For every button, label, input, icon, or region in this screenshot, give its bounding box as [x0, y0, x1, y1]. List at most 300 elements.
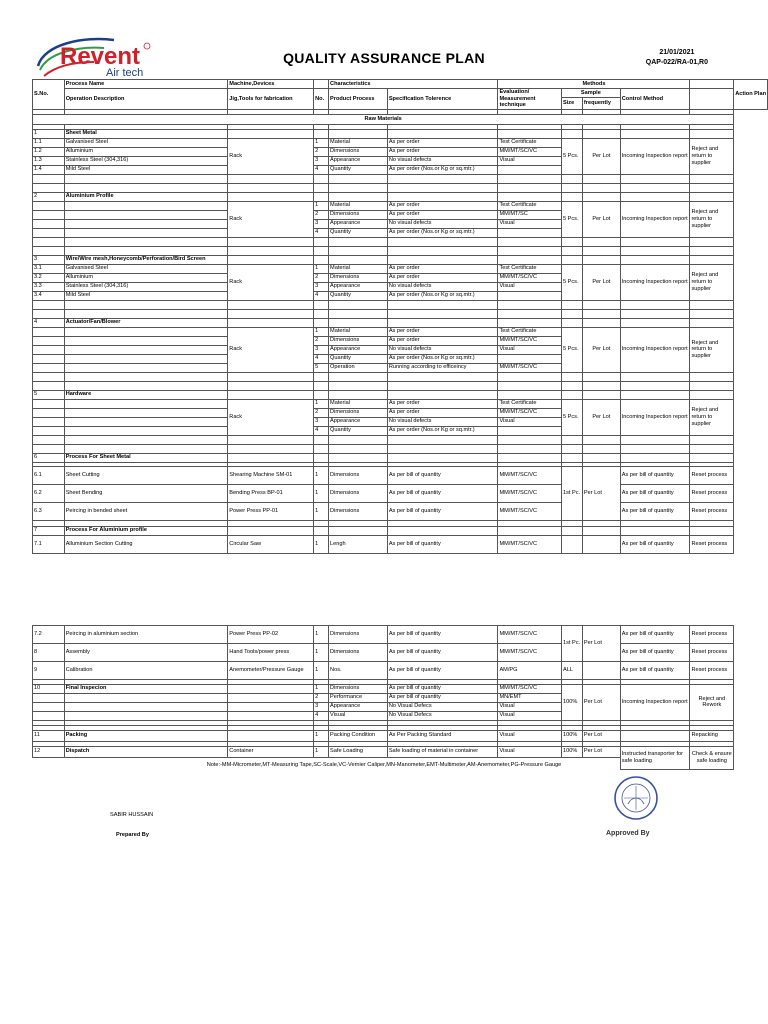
empty-cell	[228, 318, 314, 327]
table-row	[33, 643, 768, 661]
product-process-header: Product Process	[329, 89, 388, 110]
process-sno: 8	[33, 643, 65, 661]
empty-cell	[620, 129, 690, 138]
spec-value: As per bill of quantity	[387, 661, 498, 679]
spec-value: As per order (Nos.or Kg or sq.mtr.)	[387, 354, 498, 363]
empty-cell	[582, 535, 620, 553]
char-no: 1	[314, 643, 329, 661]
empty-cell	[690, 174, 734, 183]
jig-header: Jig,Tools for fabrication	[228, 89, 314, 110]
group-title: Final Inspecion	[64, 684, 228, 693]
table-row	[33, 318, 768, 327]
eval-value: Test Certificate	[498, 264, 562, 273]
empty-cell	[314, 435, 329, 444]
empty-cell	[33, 435, 65, 444]
sub-material: Alluminium	[64, 147, 228, 156]
empty-cell	[33, 417, 65, 426]
sample-frequency: Per Lot	[582, 746, 620, 757]
control-method: As per bill of quantity	[620, 484, 690, 502]
empty-cell	[329, 300, 388, 309]
eval-value	[498, 354, 562, 363]
spec-value: No Visual Defecs	[387, 702, 498, 711]
empty-cell	[561, 453, 582, 462]
empty-cell	[690, 435, 734, 444]
group-title: Actuator/Fan/Blower	[64, 318, 228, 327]
empty-cell	[314, 381, 329, 390]
group-title: Aluminium Profile	[64, 192, 228, 201]
empty-cell	[561, 300, 582, 309]
eval-value	[498, 426, 562, 435]
empty-cell	[64, 174, 228, 183]
spec-value: As per order	[387, 264, 498, 273]
table-row	[33, 183, 768, 192]
eval-value: Visual	[498, 417, 562, 426]
empty-cell	[329, 255, 388, 264]
empty-cell	[498, 390, 562, 399]
eval-value: MM/MT/SC/VC	[498, 643, 562, 661]
char-no: 3	[314, 156, 329, 165]
empty-cell	[387, 435, 498, 444]
empty-cell	[228, 444, 314, 453]
empty-cell	[228, 390, 314, 399]
empty-cell	[64, 435, 228, 444]
empty-cell	[582, 309, 620, 318]
table-row	[33, 526, 768, 535]
control-header: Control Method	[620, 89, 690, 110]
empty-cell	[498, 237, 562, 246]
machine-header: Machine,Devices	[228, 80, 314, 89]
empty-cell	[620, 444, 690, 453]
characteristics-header: Characteristics	[329, 80, 498, 89]
eval-value: MM/MT/SC/VC	[498, 336, 562, 345]
empty-cell	[690, 526, 734, 535]
sample-frequency: Per Lot	[582, 327, 620, 372]
empty-cell	[561, 390, 582, 399]
char-name: Performance	[329, 693, 388, 702]
empty-cell	[690, 192, 734, 201]
char-no: 1	[314, 502, 329, 520]
eval-value: MM/MT/SC/VC	[498, 466, 562, 484]
eval-value	[498, 228, 562, 237]
char-no: 1	[314, 327, 329, 336]
spec-value: No visual defects	[387, 156, 498, 165]
group-sno: 10	[33, 684, 65, 693]
eval-value: MM/MT/SC	[498, 210, 562, 219]
empty-cell	[64, 444, 228, 453]
char-name: Safe Loading	[329, 746, 388, 757]
empty-cell	[561, 435, 582, 444]
empty-cell	[228, 174, 314, 183]
group-title: Packing	[64, 730, 228, 741]
empty-cell	[314, 300, 329, 309]
machine-value: Hand Tools/power press	[228, 643, 314, 661]
sub-sno: 3.3	[33, 282, 65, 291]
jig-value: Rack	[228, 399, 314, 435]
group-sno: 3	[33, 255, 65, 264]
control-method: As per bill of quantity	[620, 625, 690, 643]
empty-cell	[329, 526, 388, 535]
eval-value: MM/MT/SC/VC	[498, 484, 562, 502]
spec-value: As per order	[387, 336, 498, 345]
process-sno: 6.3	[33, 502, 65, 520]
action-plan: Reset process	[690, 502, 734, 520]
eval-value: MN/EMT	[498, 693, 562, 702]
empty-cell	[33, 345, 65, 354]
empty-cell	[582, 453, 620, 462]
char-name: Operation	[329, 363, 388, 372]
sub-material: Alluminium	[64, 273, 228, 282]
empty-cell	[387, 390, 498, 399]
empty-cell	[33, 363, 65, 372]
char-name: Lengh	[329, 535, 388, 553]
empty-cell	[329, 435, 388, 444]
empty-cell	[690, 318, 734, 327]
empty-cell	[228, 453, 314, 462]
char-no: 2	[314, 336, 329, 345]
empty-cell	[690, 255, 734, 264]
char-name: Dimensions	[329, 273, 388, 282]
empty-cell	[498, 300, 562, 309]
spec-value: As per order (Nos.or Kg or sq.mtr.)	[387, 291, 498, 300]
char-name: Dimensions	[329, 408, 388, 417]
operation-desc: Alluminium Section Cutting	[64, 535, 228, 553]
eval-value: Visual	[498, 345, 562, 354]
empty-cell	[690, 183, 734, 192]
table-row	[33, 246, 768, 255]
char-name: Material	[329, 399, 388, 408]
group-title: Hardware	[64, 390, 228, 399]
empty-cell	[498, 246, 562, 255]
char-no: 1	[314, 264, 329, 273]
empty-cell	[64, 336, 228, 345]
sample-frequency: Per Lot	[582, 730, 620, 741]
empty-cell	[620, 526, 690, 535]
empty-cell	[33, 702, 65, 711]
empty-cell	[620, 435, 690, 444]
brand-sub: Air tech	[106, 67, 144, 79]
empty-cell	[64, 372, 228, 381]
eval-value: MM/MT/SC/VC	[498, 363, 562, 372]
char-no: 3	[314, 417, 329, 426]
empty-cell	[690, 381, 734, 390]
eval-value: Test Certificate	[498, 327, 562, 336]
group-sno: 7	[33, 526, 65, 535]
sub-sno: 1.4	[33, 165, 65, 174]
char-no: 2	[314, 273, 329, 282]
machine-value: Container	[228, 746, 314, 757]
eval-value: Test Certificate	[498, 138, 562, 147]
sample-size: 5 Pcs.	[561, 264, 582, 300]
char-no: 3	[314, 219, 329, 228]
char-no: 3	[314, 282, 329, 291]
empty-cell	[498, 381, 562, 390]
methods-header: Methods	[498, 80, 690, 89]
empty-cell	[561, 129, 582, 138]
char-no: 4	[314, 426, 329, 435]
empty-cell	[228, 255, 314, 264]
spec-value: No visual defects	[387, 219, 498, 228]
table-row	[33, 661, 768, 679]
control-method: As per bill of quantity	[620, 535, 690, 553]
empty-cell	[620, 192, 690, 201]
sub-material: Stainless Steel (304,316)	[64, 156, 228, 165]
size-header: Size	[561, 98, 582, 109]
empty-cell	[33, 711, 65, 720]
control-method: Incoming Inspection report	[620, 684, 690, 720]
process-sno: 7.2	[33, 625, 65, 643]
empty-cell	[329, 381, 388, 390]
control-method: As per bill of quantity	[620, 502, 690, 520]
table-row	[33, 444, 768, 453]
empty-cell	[690, 309, 734, 318]
eval-value: Visual	[498, 711, 562, 720]
company-seal	[612, 774, 660, 822]
char-no: 1	[314, 746, 329, 757]
empty-cell	[561, 535, 582, 553]
empty-cell	[228, 309, 314, 318]
table-row	[33, 129, 768, 138]
sub-material: Mild Steel	[64, 291, 228, 300]
document-meta	[646, 48, 708, 68]
table-row	[33, 625, 768, 643]
empty-cell	[582, 381, 620, 390]
empty-cell	[64, 417, 228, 426]
empty-cell	[329, 390, 388, 399]
empty-cell	[228, 183, 314, 192]
empty-cell	[582, 526, 620, 535]
char-name: Dimensions	[329, 210, 388, 219]
machine-value: Shearing Machine SM-01	[228, 466, 314, 484]
group-title: Dispatch	[64, 746, 228, 757]
machine-value: Power Press PP-01	[228, 502, 314, 520]
empty-cell	[387, 309, 498, 318]
char-name: Packing Condition	[329, 730, 388, 741]
empty-cell	[329, 318, 388, 327]
char-name: Dimensions	[329, 643, 388, 661]
empty-cell	[228, 237, 314, 246]
empty-cell	[314, 183, 329, 192]
control-method: Incoming Inspection report	[620, 138, 690, 174]
char-no: 1	[314, 535, 329, 553]
action-plan: Reset process	[690, 535, 734, 553]
sample-size: 100%	[561, 746, 582, 757]
empty-cell	[228, 711, 314, 720]
empty-cell	[64, 693, 228, 702]
empty-cell	[582, 300, 620, 309]
sample-size: 5 Pcs.	[561, 399, 582, 435]
no-header: No.	[314, 89, 329, 110]
empty-cell	[33, 327, 65, 336]
empty-cell	[620, 300, 690, 309]
char-no: 1	[314, 201, 329, 210]
action-plan: Reject and return to supplier	[690, 327, 734, 372]
eval-value: MM/MT/SC/VC	[498, 408, 562, 417]
machine-value: Anemometer/Pressure Gauge	[228, 661, 314, 679]
char-no: 1	[314, 684, 329, 693]
spec-value: No visual defects	[387, 282, 498, 291]
control-method: As per bill of quantity	[620, 661, 690, 679]
sample-frequency: Per Lot	[582, 399, 620, 435]
sample-frequency: Per Lot	[582, 466, 620, 520]
char-name: Material	[329, 201, 388, 210]
empty-cell	[620, 174, 690, 183]
sub-material: Stainless Steel (304,316)	[64, 282, 228, 291]
empty-cell	[387, 381, 498, 390]
empty-cell	[498, 444, 562, 453]
empty-cell	[314, 309, 329, 318]
empty-cell	[33, 201, 65, 210]
action-plan: Reject and Rework	[690, 684, 734, 720]
table-row	[33, 466, 768, 484]
empty-cell	[64, 345, 228, 354]
empty-cell	[329, 453, 388, 462]
empty-cell	[33, 693, 65, 702]
empty-cell	[582, 174, 620, 183]
sample-size: 5 Pcs.	[561, 201, 582, 237]
empty-cell	[33, 408, 65, 417]
empty-cell	[620, 183, 690, 192]
char-name: Dimensions	[329, 466, 388, 484]
table-row	[33, 114, 768, 124]
empty-cell	[228, 372, 314, 381]
empty-cell	[314, 390, 329, 399]
empty-cell	[561, 237, 582, 246]
group-title: Wire/Wire mesh,Honeycomb/Perforation/Bird Screen	[64, 255, 228, 264]
empty-cell	[582, 390, 620, 399]
empty-cell	[228, 192, 314, 201]
char-no: 4	[314, 228, 329, 237]
control-method: As per bill of quantity	[620, 466, 690, 484]
empty-cell	[329, 237, 388, 246]
control-method: Incoming Inspection report	[620, 201, 690, 237]
empty-cell	[64, 426, 228, 435]
table-row	[33, 390, 768, 399]
empty-cell	[33, 300, 65, 309]
empty-cell	[620, 453, 690, 462]
char-name: Nos.	[329, 661, 388, 679]
machine-value: Power Press PP-02	[228, 625, 314, 643]
empty-cell	[387, 526, 498, 535]
char-name: Appearance	[329, 702, 388, 711]
empty-cell	[387, 318, 498, 327]
spec-value: Running according to efficeincy	[387, 363, 498, 372]
empty-cell	[329, 129, 388, 138]
empty-cell	[314, 372, 329, 381]
eval-value: MM/MT/SC/VC	[498, 147, 562, 156]
empty-cell	[314, 174, 329, 183]
sub-sno: 3.4	[33, 291, 65, 300]
empty-cell	[690, 246, 734, 255]
eval-value: MM/MT/SC/VC	[498, 625, 562, 643]
spec-value: As per bill of quantity	[387, 484, 498, 502]
empty-cell	[314, 255, 329, 264]
spec-value: As per order	[387, 327, 498, 336]
eval-value	[498, 291, 562, 300]
control-method: Incoming Inspection report	[620, 399, 690, 435]
document-date: 21/01/2021	[659, 49, 695, 56]
char-name: Quantity	[329, 228, 388, 237]
sample-size: 5 Pcs.	[561, 327, 582, 372]
char-no: 1	[314, 730, 329, 741]
sample-size: 100%	[561, 730, 582, 741]
empty-cell	[64, 183, 228, 192]
empty-cell	[498, 192, 562, 201]
sample-frequency: Per Lot	[582, 264, 620, 300]
char-name: Material	[329, 327, 388, 336]
action-plan: Reject and return to supplier	[690, 138, 734, 174]
empty-cell	[582, 192, 620, 201]
raw-materials-heading: Raw Materials	[33, 114, 734, 124]
eval-value: MM/MT/SC/VC	[498, 684, 562, 693]
empty-cell	[620, 237, 690, 246]
empty-cell	[329, 372, 388, 381]
empty-cell	[561, 526, 582, 535]
empty-cell	[582, 444, 620, 453]
jig-value: Rack	[228, 201, 314, 237]
char-name: Dimensions	[329, 336, 388, 345]
table-row	[33, 327, 768, 336]
eval-value: Visual	[498, 730, 562, 741]
sub-material: Mild Steel	[64, 165, 228, 174]
action-plan: Reset process	[690, 643, 734, 661]
empty-cell	[498, 183, 562, 192]
sample-size: 1st Pc.	[561, 625, 582, 661]
empty-cell	[582, 183, 620, 192]
empty-cell	[582, 435, 620, 444]
char-no: 1	[314, 138, 329, 147]
empty-cell	[582, 129, 620, 138]
empty-cell	[582, 237, 620, 246]
spec-value: As per bill of quantity	[387, 625, 498, 643]
empty-cell	[314, 80, 329, 89]
group-sno: 11	[33, 730, 65, 741]
char-name: Dimensions	[329, 684, 388, 693]
empty-cell	[314, 526, 329, 535]
empty-cell	[329, 192, 388, 201]
operation-desc: Peircing in bended sheet	[64, 502, 228, 520]
spec-value: No visual defects	[387, 345, 498, 354]
empty-cell	[33, 174, 65, 183]
empty-cell	[314, 318, 329, 327]
empty-cell	[228, 730, 314, 741]
empty-cell	[582, 246, 620, 255]
sub-material: Galvanised Steel	[64, 264, 228, 273]
spec-value: Safe loading of material in container	[387, 746, 498, 757]
empty-cell	[561, 174, 582, 183]
empty-cell	[690, 80, 734, 89]
empty-cell	[498, 174, 562, 183]
empty-cell	[620, 246, 690, 255]
sample-frequency: Per Lot	[582, 684, 620, 720]
char-no: 1	[314, 661, 329, 679]
sample-frequency: Per Lot	[582, 625, 620, 661]
char-name: Visual	[329, 711, 388, 720]
empty-cell	[620, 309, 690, 318]
operation-desc: Sheet Bending	[64, 484, 228, 502]
empty-cell	[64, 309, 228, 318]
char-no: 1	[314, 399, 329, 408]
empty-cell	[690, 453, 734, 462]
empty-cell	[582, 255, 620, 264]
eval-value: Visual	[498, 282, 562, 291]
sample-header: Sample	[561, 89, 620, 98]
char-no: 4	[314, 354, 329, 363]
jig-value: Rack	[228, 264, 314, 300]
action-plan: Repacking	[690, 730, 734, 741]
empty-cell	[64, 354, 228, 363]
sample-frequency: Per Lot	[582, 201, 620, 237]
empty-cell	[314, 246, 329, 255]
